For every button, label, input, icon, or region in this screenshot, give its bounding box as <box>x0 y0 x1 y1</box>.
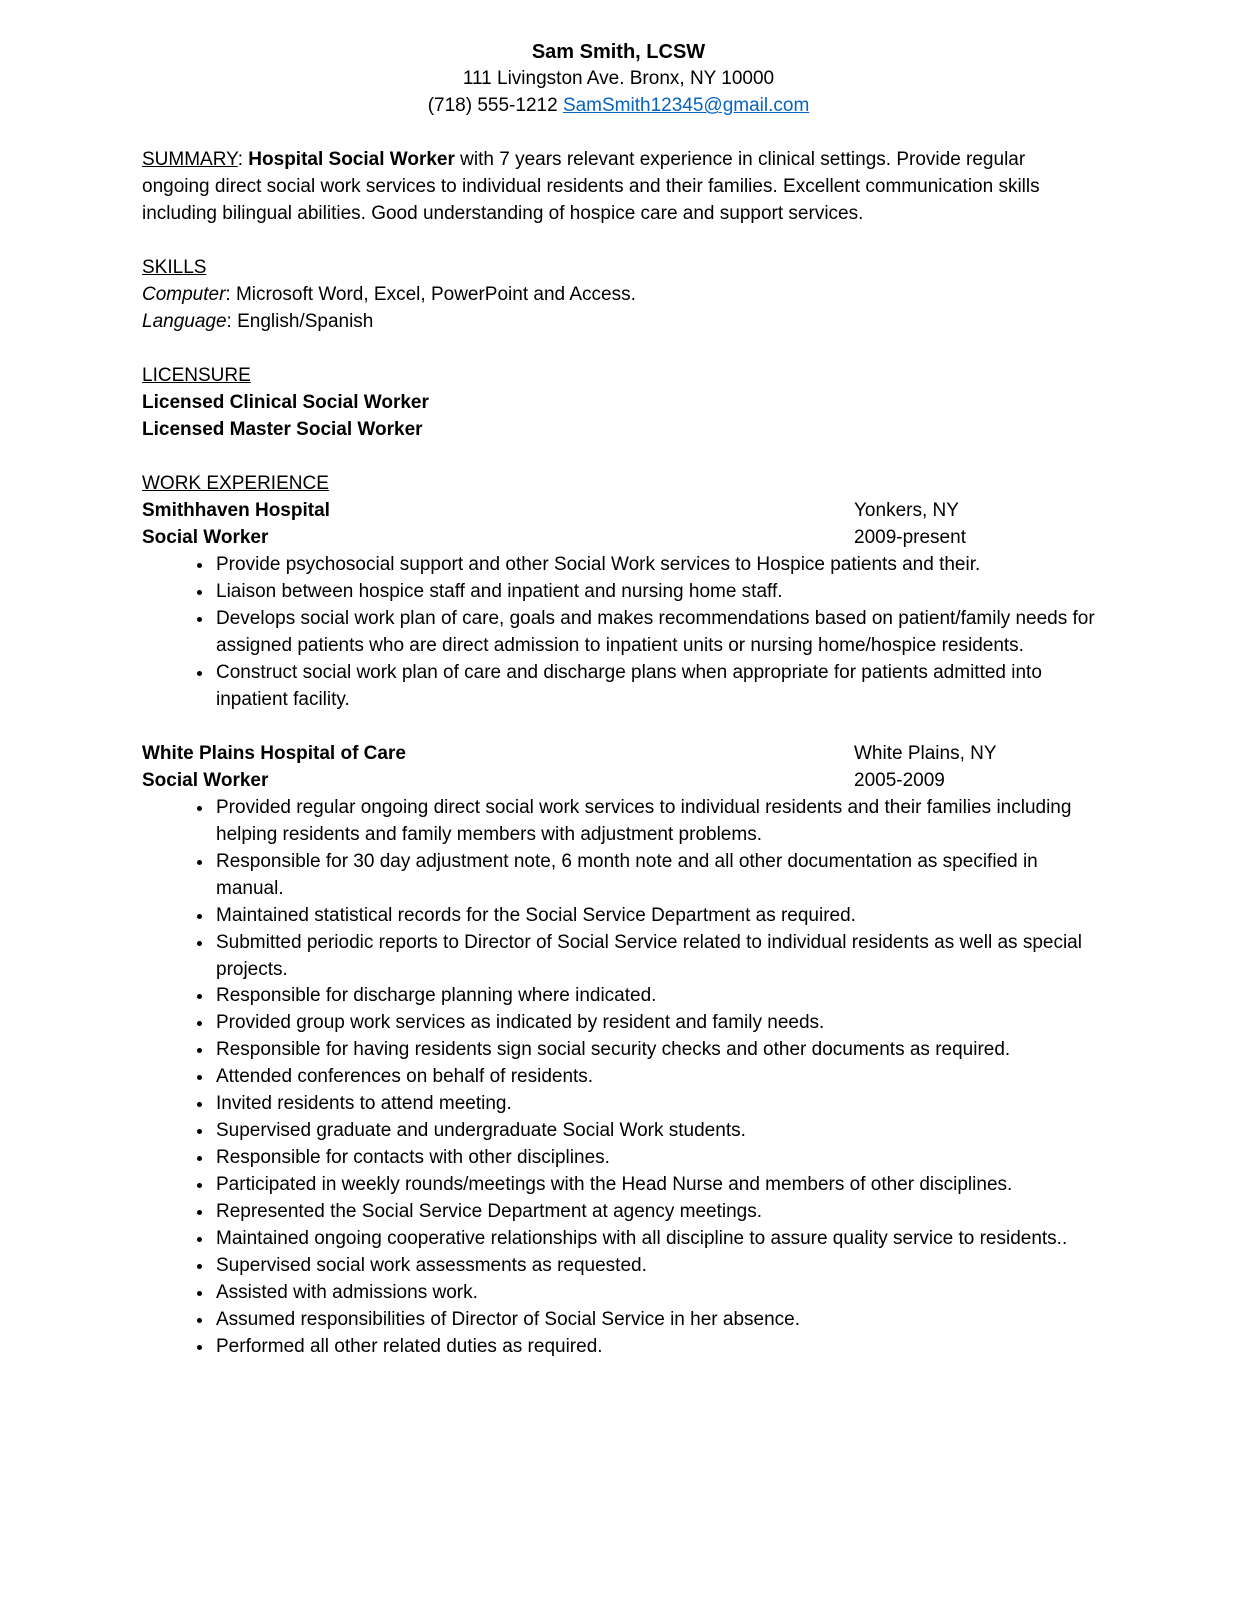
job-bullet: • Responsible for discharge planning where indicated. <box>214 983 1095 1010</box>
summary-text: with 7 years relevant experience in clinical settings. Provide regular ongoing direct social work services to individual residents and their families. Excellent communication skills including bilingual abilities. Good understanding of hospice care and support services. <box>142 149 1040 225</box>
candidate-contact-line <box>142 93 1095 120</box>
job-bullet: • Responsible for contacts with other disciplines. <box>214 1145 1095 1172</box>
job-bullet-list <box>142 552 1095 714</box>
job-bullet: • Liaison between hospice staff and inpatient and nursing home staff. <box>214 579 1095 606</box>
work-experience-section <box>142 471 1095 1361</box>
summary-highlight: Hospital Social Worker <box>248 149 455 171</box>
job-bullet: • Supervised graduate and undergraduate Social Work students. <box>214 1118 1095 1145</box>
job-bullet: • Maintained ongoing cooperative relationships with all discipline to assure quality service to residents.. <box>214 1226 1095 1253</box>
skill-line-language <box>142 309 1095 336</box>
job-bullet-list <box>142 795 1095 1361</box>
job-bullet: • Supervised social work assessments as requested. <box>214 1253 1095 1280</box>
resume-header <box>142 38 1095 120</box>
candidate-name: Sam Smith, LCSW <box>531 41 706 63</box>
job-bullet: • Responsible for 30 day adjustment note, 6 month note and all other documentation as specified in manual. <box>214 849 1095 903</box>
licensure-section <box>142 363 1095 444</box>
job-bullet: • Submitted periodic reports to Director of Social Service related to individual residents as well as special projects. <box>214 930 1095 984</box>
job-location: White Plains, NY <box>854 742 997 764</box>
candidate-address: 111 Livingston Ave. Bronx, NY 10000 <box>462 68 775 90</box>
job-dates: 2009-present <box>854 526 966 548</box>
licensure-item: Licensed Master Social Worker <box>142 419 423 441</box>
job-bullet: • Participated in weekly rounds/meetings with the Head Nurse and members of other disciplines. <box>214 1172 1095 1199</box>
skill-text-language: : English/Spanish <box>226 311 374 333</box>
job-bullet: • Maintained statistical records for the Social Service Department as required. <box>214 903 1095 930</box>
job-bullet: • Construct social work plan of care and discharge plans when appropriate for patients admitted into inpatient facility. <box>214 660 1095 714</box>
candidate-email-link[interactable]: SamSmith12345@gmail.com <box>562 95 810 117</box>
summary-separator: : <box>237 149 249 171</box>
skill-label-language: Language <box>142 311 227 333</box>
licensure-item: Licensed Clinical Social Worker <box>142 392 429 414</box>
job-title-row <box>142 768 1095 795</box>
job-bullet: • Assumed responsibilities of Director of Social Service in her absence. <box>214 1307 1095 1334</box>
job-bullet: • Develops social work plan of care, goals and makes recommendations based on patient/family needs for assigned patients who are direct admission to inpatient units or nursing home/hospice residents. <box>214 606 1095 660</box>
summary-paragraph <box>142 147 1095 228</box>
job-entry-smithhaven <box>142 498 1095 714</box>
job-location: Yonkers, NY <box>854 500 959 522</box>
skills-heading: SKILLS <box>142 257 207 279</box>
licensure-heading: LICENSURE <box>142 365 251 387</box>
work-experience-heading: WORK EXPERIENCE <box>142 473 329 495</box>
job-bullet: • Performed all other related duties as required. <box>214 1334 1095 1361</box>
job-bullet: • Attended conferences on behalf of residents. <box>214 1064 1095 1091</box>
skill-label-computer: Computer <box>142 284 226 306</box>
job-company-row <box>142 498 1095 525</box>
job-dates: 2005-2009 <box>854 769 945 791</box>
job-company: White Plains Hospital of Care <box>142 742 406 764</box>
job-title: Social Worker <box>142 526 269 548</box>
job-bullet: • Invited residents to attend meeting. <box>214 1091 1095 1118</box>
candidate-phone: (718) 555-1212 <box>427 95 563 117</box>
job-bullet: • Provided group work services as indicated by resident and family needs. <box>214 1010 1095 1037</box>
skills-section <box>142 255 1095 336</box>
job-bullet: • Represented the Social Service Department at agency meetings. <box>214 1199 1095 1226</box>
skill-line-computer <box>142 282 1095 309</box>
summary-section <box>142 147 1095 228</box>
job-title-row <box>142 525 1095 552</box>
job-bullet: • Provide psychosocial support and other Social Work services to Hospice patients and their. <box>214 552 1095 579</box>
job-bullet: • Provided regular ongoing direct social work services to individual residents and their families including helping residents and family members with adjustment problems. <box>214 795 1095 849</box>
job-company: Smithhaven Hospital <box>142 500 330 522</box>
job-entry-white-plains <box>142 741 1095 1361</box>
job-title: Social Worker <box>142 769 269 791</box>
skill-text-computer: : Microsoft Word, Excel, PowerPoint and Access. <box>225 284 636 306</box>
job-company-row <box>142 741 1095 768</box>
job-bullet: • Responsible for having residents sign social security checks and other documents as required. <box>214 1037 1095 1064</box>
summary-heading: SUMMARY <box>142 149 238 171</box>
job-bullet: • Assisted with admissions work. <box>214 1280 1095 1307</box>
